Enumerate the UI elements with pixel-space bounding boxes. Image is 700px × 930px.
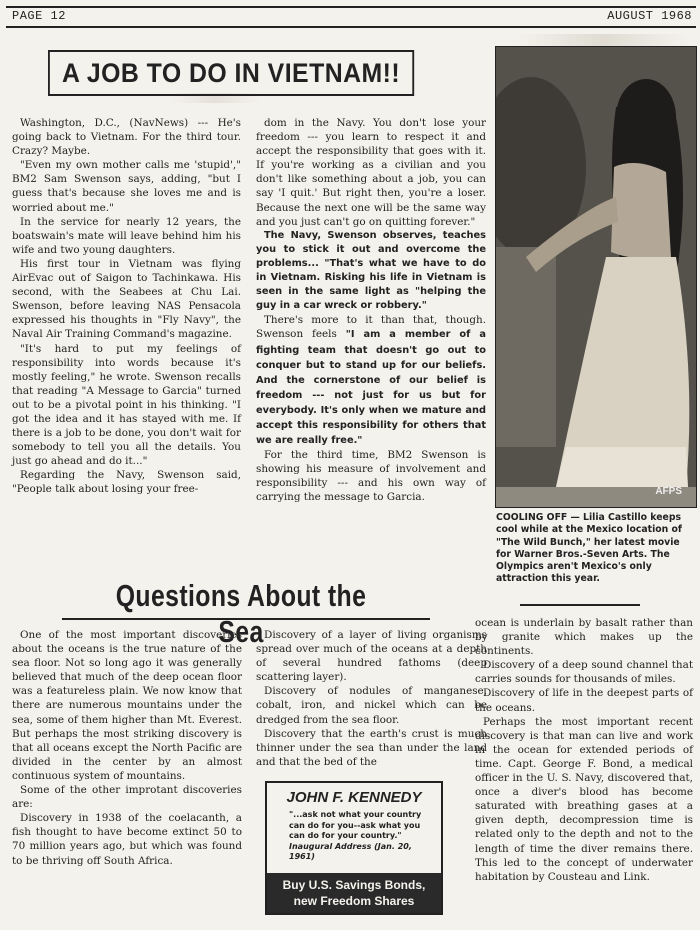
page-header	[6, 6, 696, 28]
paragraph: dom in the Navy. You don't lose your freedom --- you learn to respect it and accept the responsibility that goes with it. If you're working as a civilian and you don't like something about a job, you can say 'I quit.' But right then, you're a loser. Because the next one will be the same way and you just can't go on quitting forever."	[256, 117, 486, 228]
paragraph: For the third time, BM2 Swenson is showing his measure of involvement and responsibility --- and his own way of carrying the message to Garcia.	[256, 449, 486, 504]
paragraph: In the service for nearly 12 years, the boatswain's mate will leave behind him his wife and two young daughters.	[12, 215, 241, 256]
paragraph-lead: There's more to it than that, though. Swenson feels	[256, 314, 486, 341]
paragraph: "Even my own mother calls me 'stupid'," BM2 Sam Swenson says, adding, "but I guess that's because she loves me and is worried about me."	[12, 159, 241, 214]
paragraph: Discovery that the earth's crust is much thinner under the sea than under the land and that the bed of the	[256, 727, 487, 768]
paragraph: Regarding the Navy, Swenson said, "People talk about losing your free-	[12, 469, 241, 496]
paragraph: Perhaps the most important recent discovery is that man can live and work in the ocean for extended periods of time. Capt. George F. Bond, a medical officer in the U. S. Navy, discovered that, once a diver's blood has become saturated with breathing gases at a given depth, decompression time is related only to the depth and not to the length of time the diver remains there. This led to the concept of underwater habitation by Cousteau and Link.	[475, 715, 693, 883]
paragraph: Some of the other improtant discoveries are:	[12, 784, 242, 811]
ad-line-2: new Freedom Shares	[293, 894, 415, 908]
swenson-quote: "I am a member of a fighting team that doesn't go out to conquer but to stand up for our beliefs. And the cornerstone of our belief is freedom --- not just for us but for everybody. It's only when we mature and accept this responsibility for others that we are really free."	[256, 329, 486, 447]
paragraph: Washington, D.C., (NavNews) --- He's going back to Vietnam. For the third tour. Crazy? Maybe.	[12, 117, 241, 158]
article-sea-column-1	[12, 628, 242, 868]
article-sea-column-2	[256, 628, 487, 769]
photo-illustration	[496, 47, 696, 507]
quote-source: Inaugural Address (Jan. 20, 1961)	[289, 841, 412, 861]
photo-credit: AFPS	[655, 486, 682, 497]
caption-divider	[520, 604, 640, 606]
paragraph: One of the most important discoveries about the oceans is the true nature of the sea floor. Not so long ago it was generally believed that much of the deep ocean floor was a featureless plain. We now know that there are numerous mountains under the sea, some of them higher than Mt. Everest. But perhaps the most striking discovery is that all oceans except the North Pacific are divided in the center by an almost continuous system of mountains.	[12, 629, 242, 782]
article-vietnam-column-2	[256, 116, 486, 505]
paragraph: Discovery in 1938 of the coelacanth, a fish thought to have become extinct 50 to 70 million years ago, but which was found to be thriving off South Africa.	[12, 812, 242, 867]
paragraph: Discovery of nodules of manganese, cobalt, iron, and nickel which can be dredged from the sea floor.	[256, 685, 487, 726]
ad-name: JOHN F. KENNEDY	[286, 789, 422, 806]
article-vietnam-column-1	[12, 116, 241, 497]
paragraph: His first tour in Vietnam was flying AirEvac out of Saigon to Tachinkawa. His second, with the Seabees at Chu Lai. Swenson, before leaving NAS Pensacola expressed his thoughts in "Fly Navy", the Naval Air Training Command's magazine.	[12, 257, 241, 341]
paragraph-bold: The Navy, Swenson observes, teaches you to stick it out and overcome the problems... "That's what we have to do in Vietnam. Risking his life in Vietnam is seen in the same light as "helping the guy in a car wreck or robbery."	[256, 229, 486, 312]
paragraph-with-quote	[256, 313, 486, 448]
photo-lilia-castillo	[495, 46, 697, 508]
paragraph: Discovery of a deep sound channel that carries sounds for thousands of miles.	[475, 659, 693, 686]
savings-bonds-ad	[265, 781, 443, 915]
article-sea-column-3	[475, 616, 693, 884]
photo-caption: COOLING OFF — Lilia Castillo keeps cool while at the Mexico location of "The Wild Bunch," her latest movie for Warner Bros.-Seven Arts. The Olympics aren't Mexico's only attraction this year.	[496, 512, 682, 585]
kennedy-quote: "...ask not what your country can do for you--ask what you can do for your country."	[289, 810, 422, 840]
page-number: PAGE 12	[12, 9, 66, 23]
ad-banner	[267, 873, 441, 913]
issue-date: AUGUST 1968	[607, 9, 692, 23]
article-title-sea: Questions About the Sea	[115, 578, 367, 649]
paragraph: Discovery of a layer of living organisms spread over much of the oceans at a depth of several hundred fathoms (deep scattering layer).	[256, 629, 487, 684]
paragraph: ocean is underlain by basalt rather than by granite which makes up the continents.	[475, 617, 693, 658]
ad-quote	[289, 810, 427, 863]
ad-line-1: Buy U.S. Savings Bonds,	[282, 878, 426, 892]
article-title-vietnam: A JOB TO DO IN VIETNAM!!	[48, 50, 414, 96]
title-divider	[62, 618, 430, 620]
paragraph: Discovery of life in the deepest parts of the oceans.	[475, 687, 693, 714]
paragraph: "It's hard to put my feelings of responsibility into words because it's mostly feeling," he wrote. Swenson recalls that reading "A Message to Garcia" turned out to be a pivotal point in his thinking. "I got the idea and it has stayed with me. If there is a job to be done, you don't wait for somebody to tell you all the details. You just go ahead and do it..."	[12, 342, 241, 468]
